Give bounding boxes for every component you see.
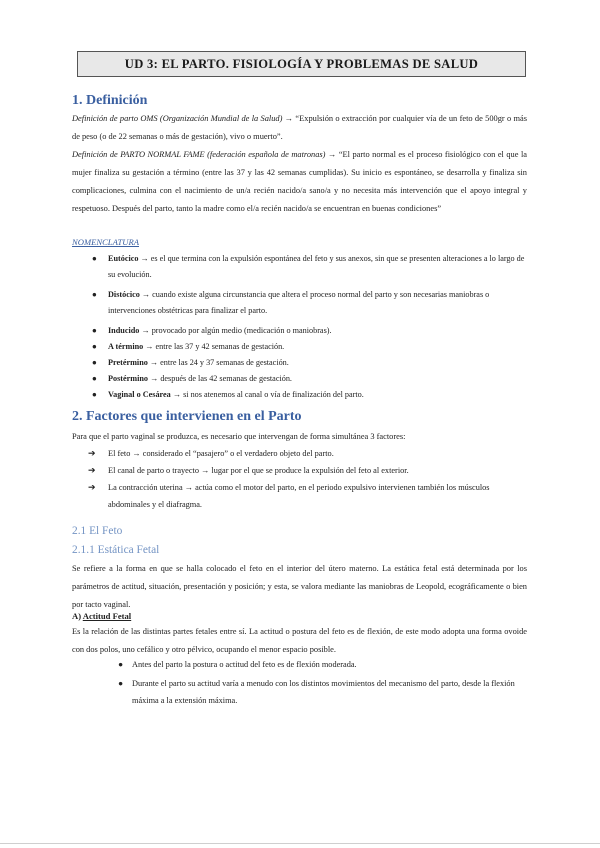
bullet-icon: ● (118, 660, 124, 669)
arrow-right-icon: ➔ (88, 448, 96, 458)
list-item (92, 323, 527, 339)
subsection-2-1-heading: 2.1 El Feto (72, 525, 123, 537)
bullet-icon: ● (92, 326, 97, 335)
definition-oms-text: → “Expulsión o extracción por cualquier vía de un feto de 500gr o más de peso (o de 22 semanas o más de gestación), vivo o muerto”. (72, 114, 527, 141)
term-label: Pretérmino (108, 358, 148, 367)
bullet-icon: ● (118, 679, 124, 688)
list-item (88, 445, 528, 462)
factor-text: El feto → considerado el “pasajero” o el verdadero objeto del parto. (108, 449, 334, 458)
term-description: → cuando existe alguna circunstancia que altera el proceso normal del parto y son necesarias maniobras o intervenciones obstétricas para finalizar el parto. (108, 290, 490, 315)
term-label: Inducido (108, 326, 140, 335)
bullet-icon: ● (92, 290, 97, 299)
list-item (92, 251, 527, 283)
actitud-fetal-heading (72, 611, 131, 621)
factor-text: El canal de parto o trayecto → lugar por el que se produce la expulsión del feto al exterior. (108, 466, 409, 475)
bullet-icon: ● (92, 254, 97, 263)
term-label: Vaginal o Cesárea (108, 390, 171, 399)
subsection-2-1-1-heading: 2.1.1 Estática Fetal (72, 544, 160, 556)
document-title: UD 3: EL PARTO. FISIOLOGÍA Y PROBLEMAS DE SALUD (77, 51, 526, 77)
factors-intro: Para que el parto vaginal se produzca, es necesario que intervengan de forma simultánea 3 factores: (72, 432, 406, 441)
bullet-icon: ● (92, 374, 97, 383)
term-label: Distócico (108, 290, 140, 299)
arrow-right-icon: ➔ (88, 482, 96, 492)
term-label: Postérmino (108, 374, 149, 383)
list-item (118, 675, 528, 709)
term-description: → es el que termina con la expulsión espontánea del feto y sus anexos, sin que se presenten alteraciones a lo largo de su evolución. (108, 254, 525, 279)
list-item (88, 479, 528, 513)
definition-oms-label: Definición de parto OMS (Organización Mundial de la Salud) (72, 114, 283, 123)
list-item (92, 287, 527, 319)
section-2-heading: 2. Factores que intervienen en el Parto (72, 409, 302, 424)
list-item (92, 355, 527, 371)
bullet-icon: ● (92, 342, 97, 351)
page-bottom-divider (0, 843, 600, 844)
arrow-right-icon: ➔ (88, 465, 96, 475)
list-item (92, 387, 527, 403)
bullet-icon: ● (92, 358, 97, 367)
definition-fame (72, 146, 527, 218)
term-description: → entre las 37 y 42 semanas de gestación. (143, 342, 285, 351)
bullet-icon: ● (92, 390, 97, 399)
definition-oms (72, 110, 527, 146)
actitud-point-text: Durante el parto su actitud varía a menudo con los distintos movimientos del mecanismo del parto, desde la flexión máxima a la extensión máxima. (132, 679, 515, 705)
factor-text: La contracción uterina → actúa como el motor del parto, en el periodo expulsivo intervienen también los músculos abdominales y el diafragma. (108, 483, 490, 509)
list-item (118, 656, 528, 673)
list-item (92, 371, 527, 387)
section-1-heading: 1. Definición (72, 93, 148, 108)
nomenclatura-heading: NOMENCLATURA (72, 237, 140, 247)
actitud-label: Actitud Fetal (82, 611, 132, 621)
nomenclature-list (92, 251, 527, 403)
actitud-point-text: Antes del parto la postura o actitud del feto es de flexión moderada. (132, 660, 357, 669)
term-label: A término (108, 342, 144, 351)
term-description: → después de las 42 semanas de gestación. (148, 374, 292, 383)
term-label: Eutócico (108, 254, 139, 263)
definition-fame-text: → “El parto normal es el proceso fisiológico con el que la mujer finaliza su gestación a término (entre las 37 y las 42 semanas cumplidas). Su inicio es espontáneo, se desarrolla y finaliza sin complicaciones, culmina con el nacimiento de un/a recién nacido/a sano/a y no necesita más intervención que el apoyo integral y respetuoso. Después del parto, tanto la madre como el/a recién nacido/a se encuentran en buenas condiciones” (72, 150, 527, 213)
actitud-fetal-text: Es la relación de las distintas partes fetales entre sí. La actitud o postura del feto es de flexión, de este modo adopta una forma ovoide con dos polos, uno cefálico y otro pélvico, ocupando el menor espacio posible. (72, 627, 527, 654)
term-description: → provocado por algún medio (medicación o maniobras). (139, 326, 332, 335)
list-item (88, 462, 528, 479)
definition-fame-label: Definición de PARTO NORMAL FAME (federación española de matronas) (72, 150, 326, 159)
factors-list (88, 445, 528, 513)
actitud-prefix: A) (72, 611, 83, 621)
estatica-fetal-text: Se refiere a la forma en que se halla colocado el feto en el interior del útero materno. La estática fetal está determinada por los parámetros de actitud, situación, presentación y posición; y esta, se valora mediante las maniobras de Leopold, ecográficamente o bien por tacto vaginal. (72, 564, 527, 609)
term-description: → si nos atenemos al canal o vía de finalización del parto. (170, 390, 364, 399)
actitud-list (118, 656, 528, 709)
list-item (92, 339, 527, 355)
term-description: → entre las 24 y 37 semanas de gestación. (147, 358, 289, 367)
